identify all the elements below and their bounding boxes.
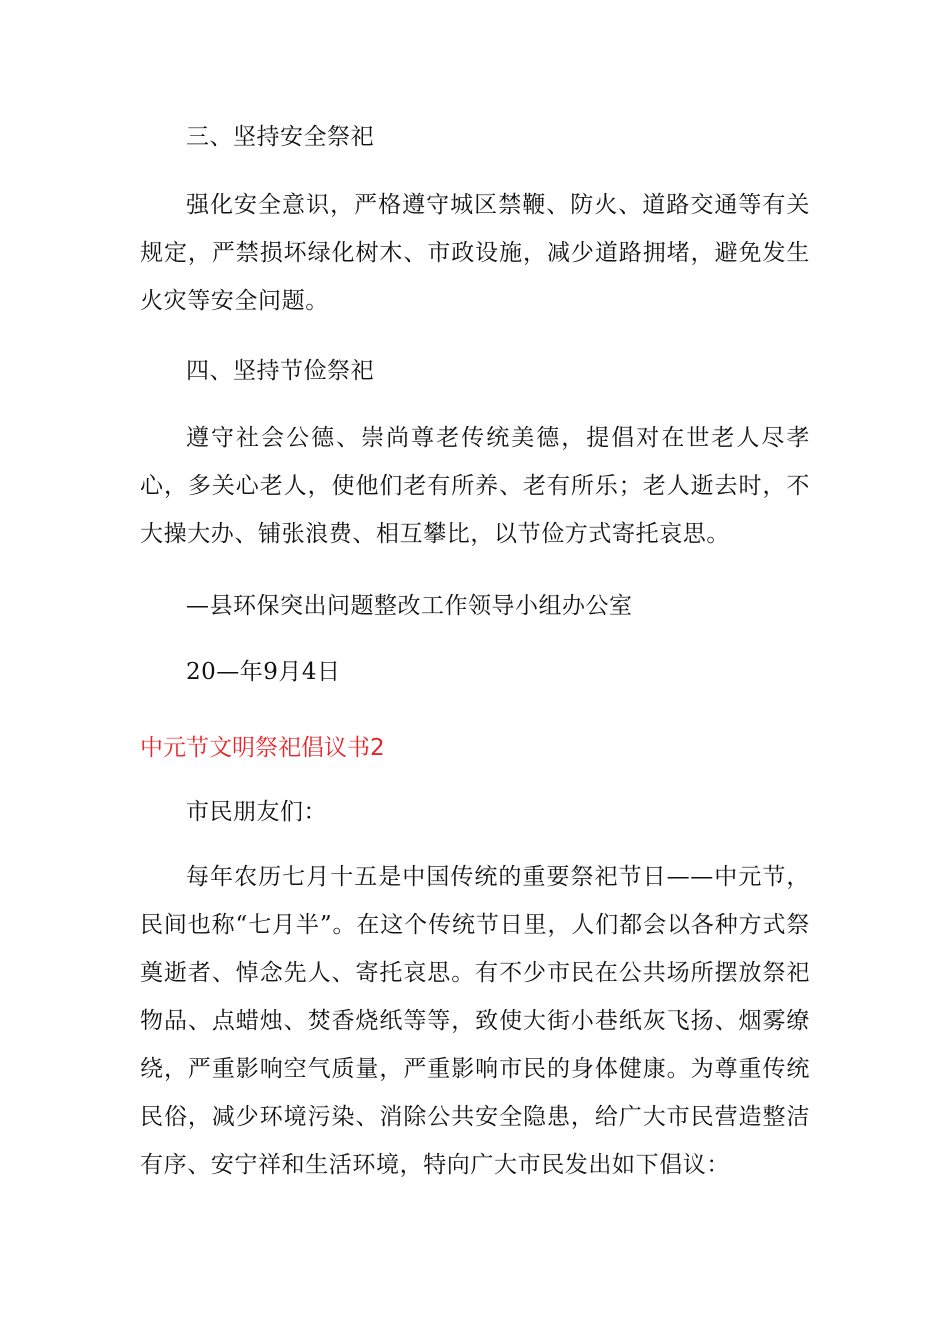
- intro-paragraph: 每年农历七月十五是中国传统的重要祭祀节日——中元节，民间也称“七月半”。在这个传统节日里，人们都会以各种方式祭奠逝者、悼念先人、寄托哀思。有不少市民在公共场所摆放祭祀物品、点蜡烛、焚香烧纸等等，致使大街小巷纸灰飞扬、烟雾缭绕，严重影响空气质量，严重影响市民的身体健康。为尊重传统民俗，减少环境污染、消除公共安全隐患，给广大市民营造整洁有序、安宁祥和生活环境，特向广大市民发出如下倡议：: [140, 864, 810, 1178]
- section-3-title: 三、坚持安全祭祀: [186, 124, 374, 150]
- section-3-body: 强化安全意识，严格遵守城区禁鞭、防火、道路交通等有关规定，严禁损坏绿化树木、市政设施，减少道路拥堵，避免发生火灾等安全问题。: [140, 192, 810, 314]
- document-2-heading: 中元节文明祭祀倡议书2: [140, 735, 385, 761]
- signature-org: —县环保突出问题整改工作领导小组办公室: [186, 593, 633, 619]
- section-4-body: 遵守社会公德、崇尚尊老传统美德，提倡对在世老人尽孝心，多关心老人，使他们老有所养、老有所乐；老人逝去时，不大操大办、铺张浪费、相互攀比，以节俭方式寄托哀思。: [140, 425, 810, 547]
- section-4-title: 四、坚持节俭祭祀: [186, 358, 374, 384]
- signature-date: 20—年9月4日: [186, 659, 341, 685]
- salutation: 市民朋友们：: [186, 799, 327, 825]
